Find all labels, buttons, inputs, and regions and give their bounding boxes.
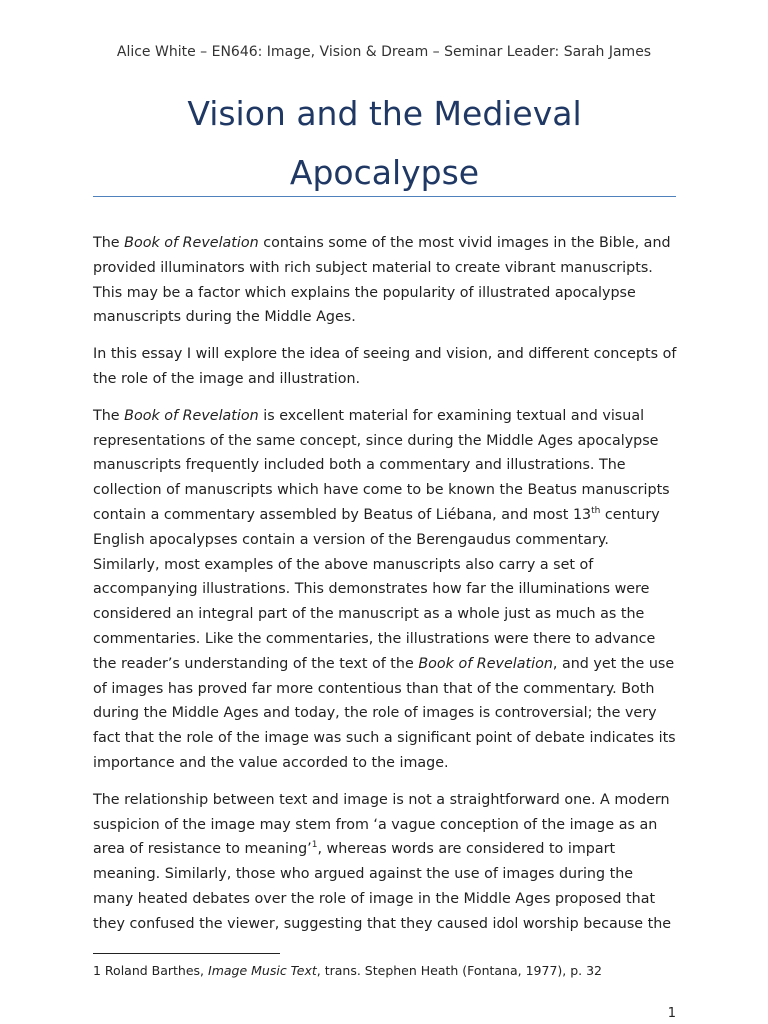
italic-title: Book of Revelation [124, 407, 259, 424]
italic-title: Book of Revelation [124, 235, 259, 251]
italic-title: Book of Revelation [418, 655, 553, 672]
title-underline [93, 196, 676, 197]
paragraph-1 [93, 231, 677, 330]
footnote-number: 1 [93, 963, 101, 978]
paragraph-3 [93, 404, 677, 776]
text-run: The relationship between text and image is not a straightforward one. A modern suspicion of the image may stem from ‘a vague conception of the image as an area of resistance to meaning’ [93, 791, 670, 858]
paragraph-4 [93, 788, 677, 937]
body-text [93, 231, 677, 949]
ordinal-superscript: th [591, 506, 601, 517]
italic-title: Image Music Text [208, 963, 317, 978]
text-run: The [93, 235, 125, 251]
text-run: Roland Barthes, [100, 963, 209, 978]
text-run: In this essay I will explore the idea of seeing and vision, and different concepts of the role of the image and illustration. [93, 346, 677, 387]
text-run: , trans. Stephen Heath (Fontana, 1977), p. 32 [316, 963, 603, 978]
text-run: , whereas words are considered to impart meaning. Similarly, those who argued against the use of images during the many heated debates over the role of image in the Middle Ages proposed that they confused the viewer, suggesting that they caused idol worship because the [93, 841, 672, 932]
running-header: Alice White – EN646: Image, Vision & Dream – Seminar Leader: Sarah James [116, 44, 652, 60]
footnote-separator [93, 953, 280, 954]
paragraph-2 [93, 342, 677, 392]
text-run: century English apocalypses contain a version of the Berengaudus commentary. Similarly, most examples of the above manuscripts also carry a set of accompanying illustrations. This demonstrates how far the illuminations were considered an integral part of the manuscript as a whole just as much as the commentaries. Like the commentaries, the illustrations were there to advance the reader’s understanding of the text of the [93, 506, 660, 672]
title-line-2: Apocalypse [289, 153, 480, 192]
page-title [93, 84, 676, 202]
footnote-1 [93, 963, 677, 978]
footnote-reference[interactable]: 1 [311, 840, 318, 851]
page-number: 1 [667, 1006, 676, 1021]
text-run: The [93, 407, 125, 424]
title-line-1: Vision and the Medieval [187, 94, 582, 133]
text-run: , and yet the use of images has proved far more contentious than that of the commentary. Both during the Middle Ages and today, the role of images is controversial; the very fact that the role of the image was such a significant point of debate indicates its importance and the value accorded to the image. [93, 655, 676, 771]
text-run: contains some of the most vivid images in the Bible, and provided illuminators with rich subject material to create vibrant manuscripts. This may be a factor which explains the popularity of illustrated apocalypse manuscripts during the Middle Ages. [93, 235, 671, 326]
text-run: is excellent material for examining textual and visual representations of the same concept, since during the Middle Ages apocalypse manuscripts frequently included both a commentary and illustrations. The collection of manuscripts which have come to be known the Beatus manuscripts contain a commentary assembled by Beatus of Liébana, and most 13 [93, 407, 670, 523]
